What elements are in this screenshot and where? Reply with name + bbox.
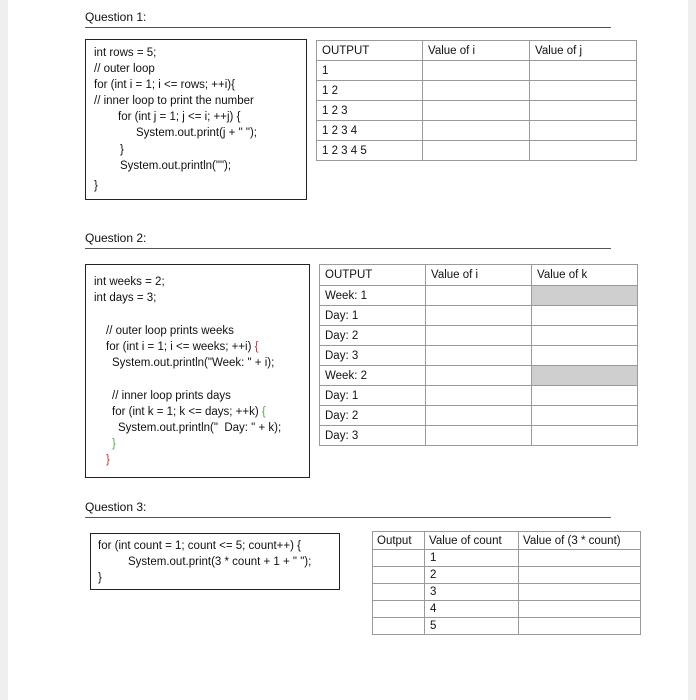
answer-cell-i[interactable] [426,406,532,426]
q2-code-line: int days = 3; [94,292,157,304]
answer-cell-3-count[interactable] [519,618,641,635]
table-row [320,406,638,426]
answer-cell-i[interactable] [426,306,532,326]
output-cell: Day: 2 [320,326,426,346]
q1-code-line: for (int j = 1; j <= i; ++j) { [118,111,241,123]
answer-cell-output[interactable] [373,567,425,584]
table-row [317,141,637,161]
question-1-table [316,40,637,161]
header-value-of-3-times-count: Value of (3 * count) [519,532,641,550]
table-row [320,386,638,406]
answer-cell-i[interactable] [426,346,532,366]
table-row [320,326,638,346]
table-row [317,61,637,81]
worksheet-page [8,0,688,700]
output-cell: Day: 2 [320,406,426,426]
output-cell: 1 2 3 4 [317,121,423,141]
question-2-label: Question 2: [85,231,147,245]
question-3-label: Question 3: [85,500,147,514]
q2-code-line: int weeks = 2; [94,276,165,288]
answer-cell-i[interactable] [426,426,532,446]
question-1-rule [85,27,611,28]
header-output: OUTPUT [317,41,423,61]
answer-cell-output[interactable] [373,601,425,618]
answer-cell-j[interactable] [530,81,637,101]
table-row [320,426,638,446]
question-2-table [319,264,638,446]
answer-cell-j[interactable] [530,61,637,81]
q2-inner-for: for (int k = 1; k <= days; ++k) [112,406,259,418]
shaded-cell [532,366,638,386]
question-1-code-box [85,39,307,200]
answer-cell-i[interactable] [423,141,530,161]
question-3-code-box [90,533,340,590]
table-row [317,101,637,121]
q2-code-line: // outer loop prints weeks [106,325,234,337]
answer-cell-3-count[interactable] [519,584,641,601]
answer-cell-i[interactable] [423,121,530,141]
header-value-of-i: Value of i [423,41,530,61]
answer-cell-i[interactable] [423,61,530,81]
table-row [320,306,638,326]
question-2-rule [85,248,611,249]
answer-cell-i[interactable] [423,101,530,121]
q3-code-line: for (int count = 1; count <= 5; count++) { [98,540,301,552]
answer-cell-3-count[interactable] [519,550,641,567]
answer-cell-output[interactable] [373,584,425,601]
output-cell: Day: 3 [320,346,426,366]
header-value-of-i: Value of i [426,265,532,286]
q1-code-line: System.out.print(j + " "); [136,127,257,139]
q1-code-line: int rows = 5; [94,47,157,59]
count-cell: 5 [425,618,519,635]
q2-outer-for: for (int i = 1; i <= weeks; ++i) [106,341,252,353]
header-output: OUTPUT [320,265,426,286]
output-cell: Week: 2 [320,366,426,386]
answer-cell-j[interactable] [530,101,637,121]
count-cell: 2 [425,567,519,584]
answer-cell-j[interactable] [530,121,637,141]
output-cell: 1 2 3 4 5 [317,141,423,161]
q1-code-line: } [120,144,124,156]
q2-open-brace-green: { [261,406,266,418]
answer-cell-3-count[interactable] [519,567,641,584]
shaded-cell [532,286,638,306]
answer-cell-i[interactable] [426,366,532,386]
count-cell: 1 [425,550,519,567]
output-cell: Day: 3 [320,426,426,446]
question-1-label: Question 1: [85,10,147,24]
q1-code-line: // inner loop to print the number [94,95,254,107]
question-2-code-box [85,264,310,478]
count-cell: 3 [425,584,519,601]
q2-close-brace-green: } [112,438,116,450]
table-row [373,584,641,601]
answer-cell-3-count[interactable] [519,601,641,618]
answer-cell-k[interactable] [532,326,638,346]
q2-code-line: System.out.println(" Day: " + k); [118,422,282,434]
table-row [317,121,637,141]
output-cell: 1 2 3 [317,101,423,121]
q3-code-line: System.out.print(3 * count + 1 + " "); [128,556,312,568]
header-value-of-k: Value of k [532,265,638,286]
header-output: Output [373,532,425,550]
q2-code-line: System.out.println("Week: " + i); [112,357,275,369]
count-cell: 4 [425,601,519,618]
table-row [320,346,638,366]
answer-cell-k[interactable] [532,346,638,366]
q1-code-line: System.out.println(""); [120,160,232,172]
table-row [320,366,638,386]
q2-open-brace-red: { [254,341,259,353]
answer-cell-i[interactable] [426,326,532,346]
q1-code-line: } [94,180,98,192]
q1-code-line: // outer loop [94,63,155,75]
question-3-rule [85,517,611,518]
header-value-of-count: Value of count [425,532,519,550]
output-cell: 1 [317,61,423,81]
q3-code-line: } [98,572,102,584]
q1-code-line: for (int i = 1; i <= rows; ++i){ [94,79,235,91]
answer-cell-output[interactable] [373,618,425,635]
output-cell: 1 2 [317,81,423,101]
table-row [373,618,641,635]
answer-cell-k[interactable] [532,426,638,446]
answer-cell-i[interactable] [426,386,532,406]
table-row [373,550,641,567]
answer-cell-j[interactable] [530,141,637,161]
answer-cell-k[interactable] [532,406,638,426]
answer-cell-k[interactable] [532,386,638,406]
output-cell: Week: 1 [320,286,426,306]
output-cell: Day: 1 [320,386,426,406]
output-cell: Day: 1 [320,306,426,326]
q2-code-line [106,340,258,354]
answer-cell-i[interactable] [423,81,530,101]
table-row [373,567,641,584]
question-3-table [372,531,641,635]
table-row [317,81,637,101]
q2-code-line [112,405,266,419]
q2-close-brace-red: } [106,454,110,466]
q2-code-line: // inner loop prints days [112,390,231,402]
table-row [373,601,641,618]
header-value-of-j: Value of j [530,41,637,61]
table-row [320,286,638,306]
answer-cell-output[interactable] [373,550,425,567]
answer-cell-i[interactable] [426,286,532,306]
answer-cell-k[interactable] [532,306,638,326]
